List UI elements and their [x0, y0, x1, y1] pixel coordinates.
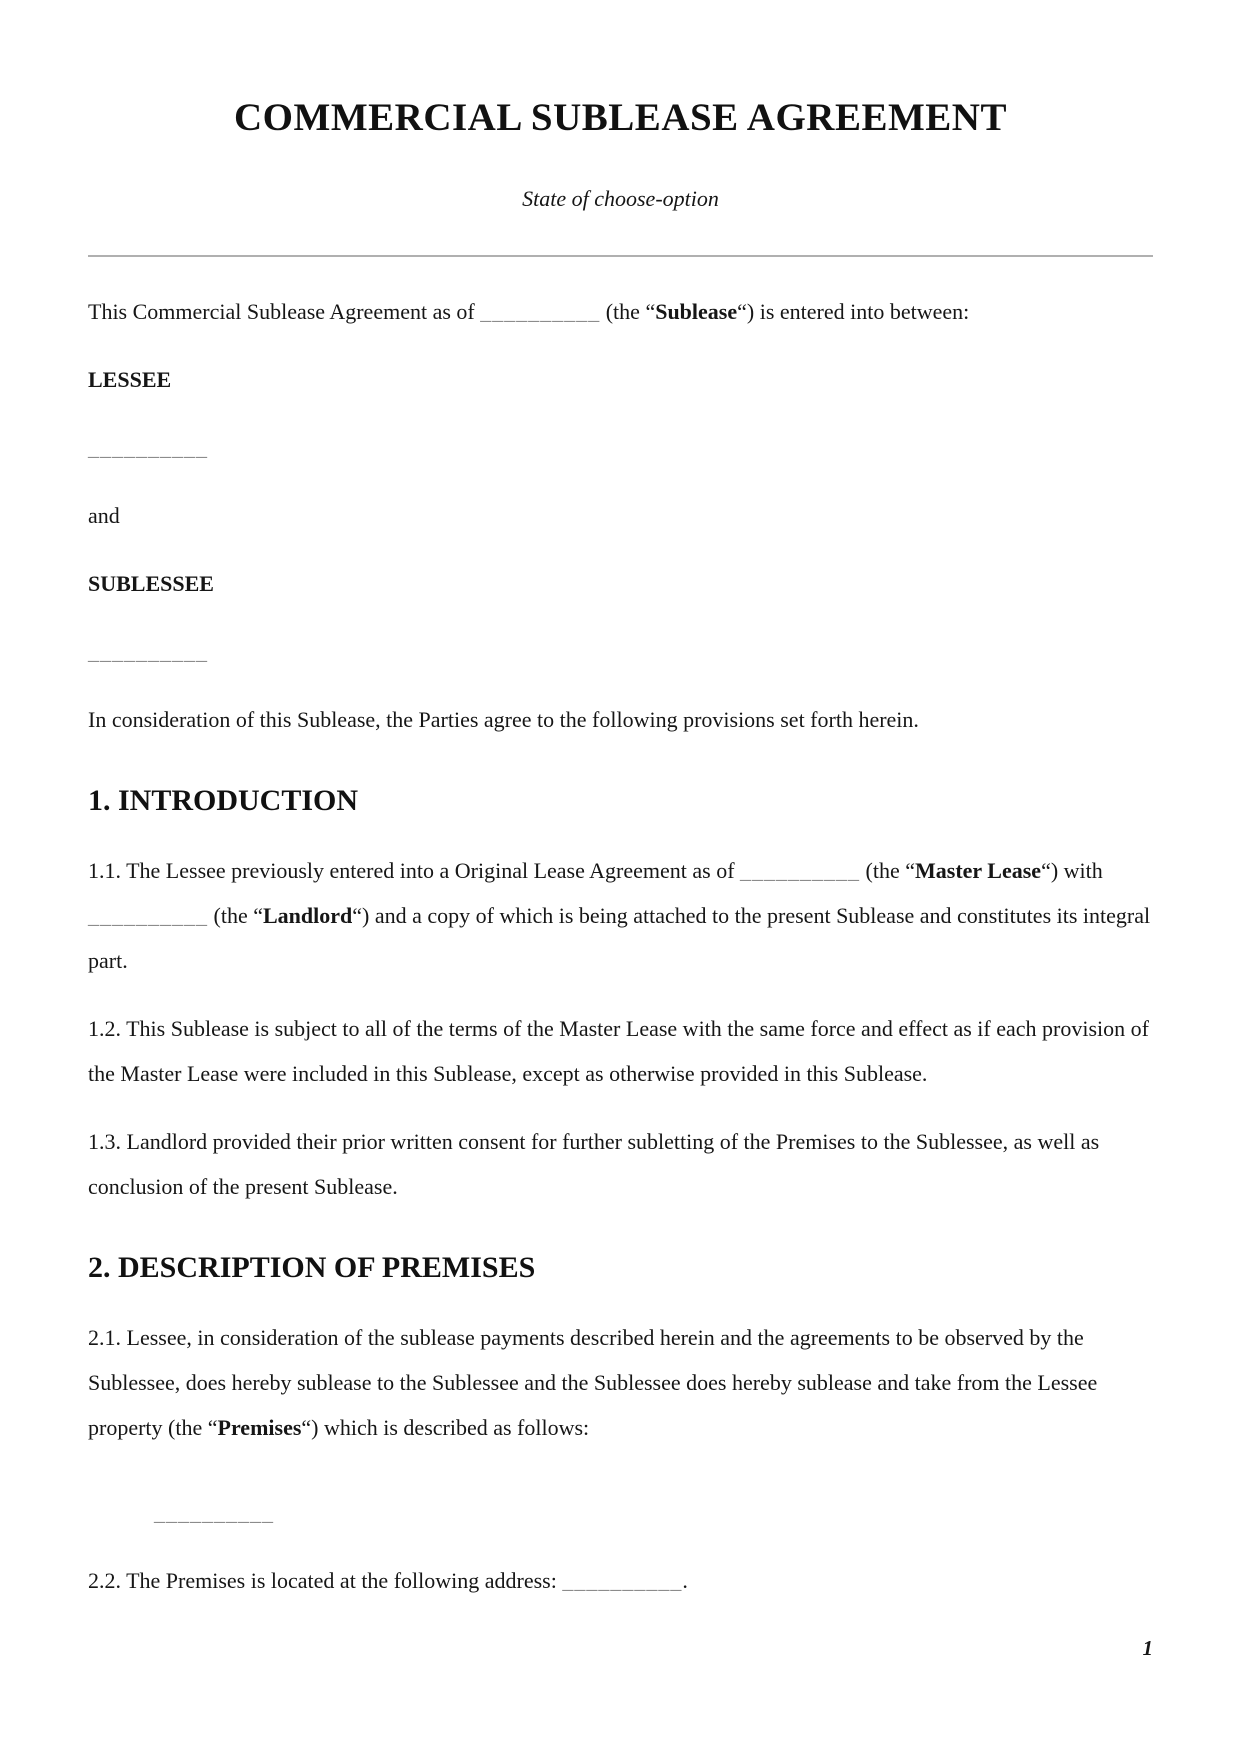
clause-1-2: 1.2. This Sublease is subject to all of the terms of the Master Lease with the same force and effect as if each provision of the Master Lease were included in this Sublease, except as otherwise provided in this Sublease.	[88, 1015, 1149, 1086]
intro-text-run: (the “	[600, 298, 656, 324]
premises-term: Premises	[217, 1414, 302, 1440]
conjunction-text: and	[88, 502, 120, 528]
premises-address-blank: __________	[562, 1567, 683, 1593]
master-lease-date-blank: __________	[740, 857, 861, 883]
section-1-heading: 1. INTRODUCTION	[88, 783, 359, 817]
clause-text-run: (the “	[860, 857, 916, 883]
divider	[88, 255, 1153, 257]
clause-text-run: (the “	[208, 902, 263, 928]
lessee-name-blank: __________	[88, 434, 208, 460]
sublease-term: Sublease	[655, 298, 738, 324]
sublessee-label: SUBLESSEE	[88, 570, 214, 596]
clause-text-run: “) with	[1041, 857, 1103, 883]
state-subtitle: State of choose-option	[522, 185, 719, 211]
sublessee-name-blank: __________	[88, 638, 208, 664]
consideration-paragraph: In consideration of this Sublease, the Parties agree to the following provisions set forth herein.	[88, 706, 919, 732]
lessee-label: LESSEE	[88, 366, 172, 392]
clause-1-3: 1.3. Landlord provided their prior written consent for further subletting of the Premises to the Sublessee, as well as conclusion of the present Sublease.	[88, 1128, 1100, 1199]
page-number: 1	[1142, 1635, 1153, 1660]
premises-description-blank: __________	[154, 1499, 274, 1525]
section-2-heading: 2. DESCRIPTION OF PREMISES	[88, 1250, 536, 1284]
intro-text-run: This Commercial Sublease Agreement as of	[88, 298, 481, 324]
clause-2-1	[88, 1315, 1153, 1450]
document-title: COMMERCIAL SUBLEASE AGREEMENT	[234, 96, 1007, 139]
clause-text-run: “) which is described as follows:	[301, 1414, 590, 1440]
clause-text-run: 2.2. The Premises is located at the following address:	[88, 1567, 563, 1593]
master-lease-term: Master Lease	[915, 857, 1042, 883]
intro-text-run: “) is entered into between:	[737, 298, 970, 324]
landlord-term: Landlord	[262, 902, 353, 928]
clause-text-run: 2.1. Lessee, in consideration of the sublease payments described herein and the agreements to be observed by the Sublessee, does hereby sublease to the Sublessee and the Sublessee does hereby sublease and take from the Lessee property (the “	[88, 1324, 1098, 1440]
clause-text-run: 1.1. The Lessee previously entered into a Original Lease Agreement as of	[88, 857, 741, 883]
clause-2-2	[88, 1558, 1153, 1603]
clause-text-run: “) and a copy of which is being attached to the present Sublease and constitutes its integral part.	[88, 902, 1151, 973]
clause-text-run: .	[682, 1567, 688, 1593]
landlord-name-blank: __________	[88, 902, 208, 928]
clause-1-1	[88, 848, 1153, 983]
sublease-date-blank: __________	[480, 298, 601, 324]
intro-paragraph	[88, 289, 1153, 334]
